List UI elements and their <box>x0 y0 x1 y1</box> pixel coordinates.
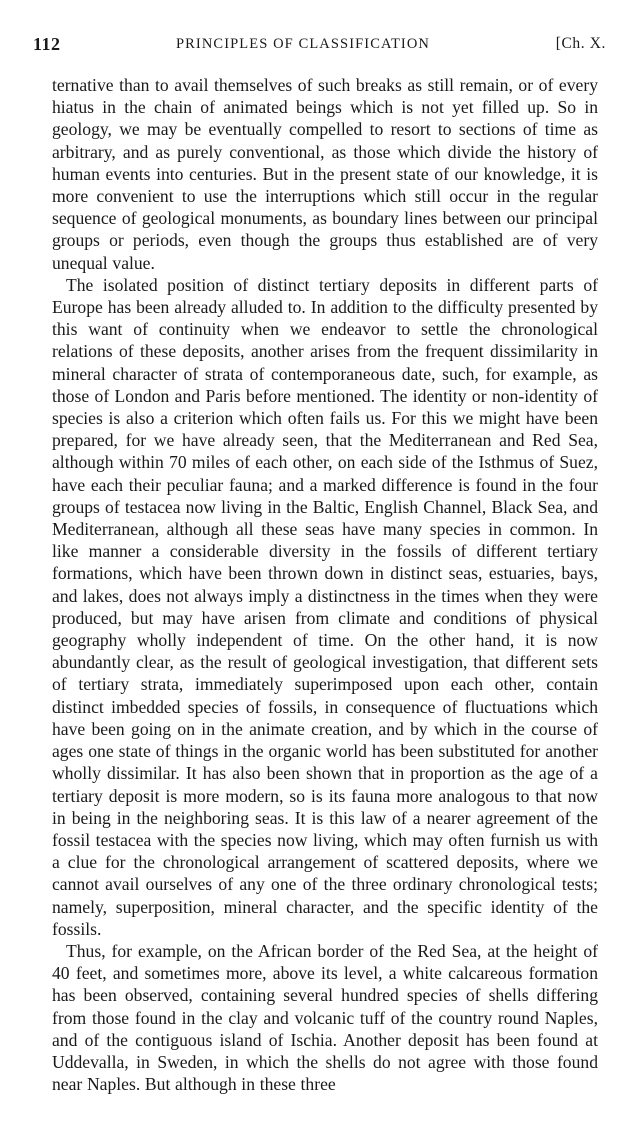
paragraph-continued: ternative than to avail themselves of such breaks as still remain, or of every hiatus in the chain of animated beings which is not yet filled up. So in geology, we may be eventually compelled to resort to sections of time as arbitrary, and as purely conventional, as those which divide the history of human events into centuries. But in the present state of our knowledge, it is more convenient to use the interruptions which still occur in the regular sequence of geological monuments, as boundary lines between our principal groups or periods, even though the groups thus established are of very unequal value. <box>52 75 598 273</box>
page-header <box>33 34 606 58</box>
book-page <box>33 34 606 1095</box>
body-text <box>52 74 598 1095</box>
paragraph-tertiary-deposits: The isolated position of distinct tertiary deposits in different parts of Europe has been already alluded to. In addition to the difficulty presented by this want of continuity when we endeavor to settle the chronological relations of these deposits, another arises from the frequent dissimilarity in mineral character of strata of contemporaneous date, such, for example, as those of London and Paris before mentioned. The identity or non-identity of species is also a criterion which often fails us. For this we might have been prepared, for we have already seen, that the Mediterranean and Red Sea, although within 70 miles of each other, on each side of the Isthmus of Suez, have each their peculiar fauna; and a marked difference is found in the four groups of testacea now living in the Baltic, English Channel, Black Sea, and Mediterranean, although all these seas have many species in common. In like manner a considerable diversity in the fossils of different tertiary formations, which have been thrown down in distinct seas, estuaries, bays, and lakes, does not always imply a distinctness in the times when they were produced, but may have arisen from climate and conditions of physical geography wholly independent of time. On the other hand, it is now abundantly clear, as the result of geological investigation, that different sets of tertiary strata, immediately superimposed upon each other, contain distinct imbedded species of fossils, in consequence of fluctuations which have been going on in the animate creation, and by which in the course of ages one state of things in the organic world has been substituted for another wholly dissimilar. It has also been shown that in proportion as the age of a tertiary deposit is more modern, so is its fauna more analogous to that now in being in the neighboring seas. It is this law of a nearer agreement of the fossil testacea with the species now living, which may often furnish us with a clue for the chronological arrangement of scattered deposits, where we cannot avail ourselves of any one of the three ordinary chronological tests; namely, superposition, mineral character, and the specific identity of the fossils. <box>52 274 598 939</box>
page-number: 112 <box>33 34 61 54</box>
paragraph-red-sea-example: Thus, for example, on the African border of the Red Sea, at the height of 40 feet, and sometimes more, above its level, a white calcareous formation has been observed, containing several hundred species of shells differing from those found in the clay and volcanic tuff of the country round Naples, and of the contiguous island of Ischia. Another deposit has been found at Uddevalla, in Sweden, in which the shells do not agree with those found near Naples. But although in these three <box>52 940 598 1095</box>
chapter-reference: [Ch. X. <box>555 35 606 52</box>
running-title: PRINCIPLES OF CLASSIFICATION <box>176 36 430 52</box>
